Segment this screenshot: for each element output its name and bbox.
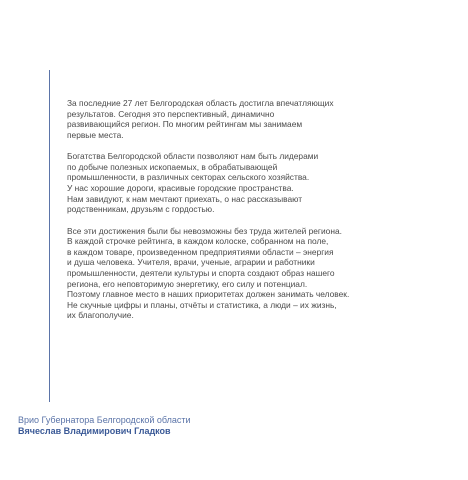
text-line: За последние 27 лет Белгородская область достигла впечатляющих [67,98,334,108]
signature-name: Вячеслав Владимирович Гладков [18,426,171,436]
text-line: Нам завидуют, к нам мечтают приехать, о нас рассказывают [67,193,303,204]
text-line: Все эти достижения были бы невозможны без труда жителей региона. [67,225,342,236]
text-line: Поэтому главное место в наших приоритетах должен занимать человек. [67,289,350,300]
paragraph-wealth [67,151,417,215]
text-line: У нас хорошие дороги, красивые городские пространства. [67,182,294,193]
paragraph-achievements [67,98,417,140]
accent-vertical-line [49,70,50,402]
text-line: региона, его неповторимую энергетику, его силу и потенциал. [67,278,308,289]
text-line: первые места. [67,129,124,140]
text-line: промышленности, деятели культуры и спорта создают образ нашего [67,267,335,278]
text-line: Богатства Белгородской области позволяют нам быть лидерами [67,151,319,162]
text-line: родственникам, друзьям с гордостью. [67,204,215,215]
text-line: и душа человека. Учителя, врачи, ученые, аграрии и работники [67,257,315,268]
text-line: развивающийся регион. По многим рейтингам мы занимаем [67,119,303,130]
main-text-block [67,98,417,332]
text-line: В каждой строчке рейтинга, в каждом колоске, собранном на поле, [67,236,329,247]
text-line: промышленности, в различных секторах сельского хозяйства. [67,172,310,183]
text-line: их благополучие. [67,310,134,321]
text-line: по добыче полезных ископаемых, в обрабатывающей [67,161,278,172]
text-line: результатов. Сегодня это перспективный, динамично [67,108,275,119]
paragraph-people [67,226,417,321]
text-line: в каждом товаре, произведенном предприятиями области – энергия [67,246,334,257]
signature-role: Врио Губернатора Белгородской области [18,415,191,425]
text-line: Не скучные цифры и планы, отчёты и статистика, а люди – их жизнь, [67,299,337,310]
signature-block [18,415,438,437]
